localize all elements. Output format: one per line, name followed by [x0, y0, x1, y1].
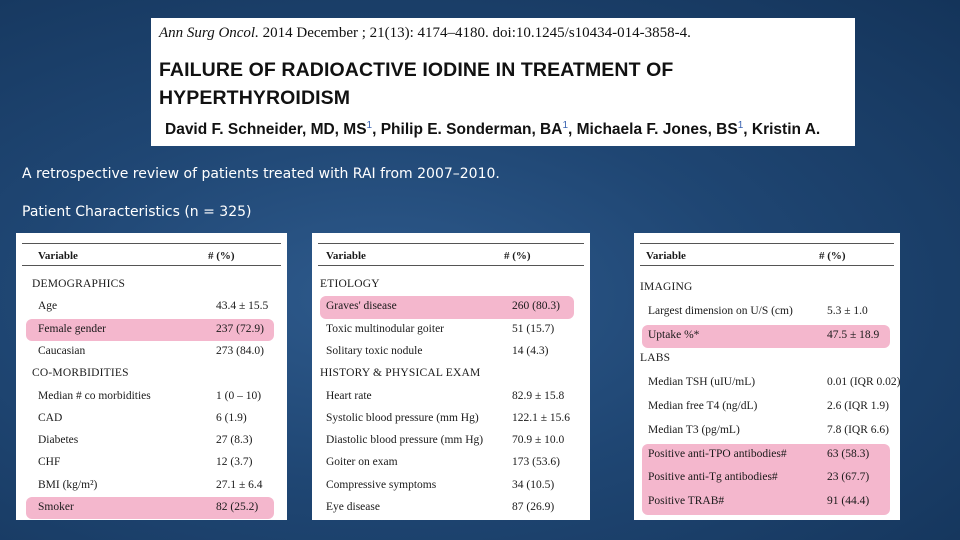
paper-header-image [151, 18, 855, 146]
column-header-variable: Variable [646, 250, 686, 262]
section-heading-row [634, 348, 900, 370]
variable-label: Goiter on exam [326, 456, 398, 469]
section-label: LABS [640, 352, 671, 365]
variable-value: 23 (67.7) [827, 471, 870, 484]
table-row [312, 296, 590, 318]
variable-label: Eye disease [326, 501, 380, 513]
variable-value: 70.9 ± 10.0 [512, 434, 565, 447]
table-caption: Patient Characteristics (n = 325) [22, 204, 252, 220]
variable-label: Positive anti-TPO antibodies# [648, 447, 787, 460]
section-heading-row [312, 274, 590, 296]
column-header-value: # (%) [819, 250, 846, 262]
characteristics-table-2 [312, 233, 590, 520]
author-name: , Michaela F. Jones, BS [568, 121, 738, 139]
author-affiliation: 1 [562, 120, 569, 131]
section-label: HISTORY & PHYSICAL EXAM [320, 367, 481, 380]
column-header-value: # (%) [504, 250, 531, 262]
table-row [312, 452, 590, 474]
variable-value: 27 (8.3) [216, 434, 253, 447]
section-heading-row [16, 363, 287, 385]
variable-label: Median T3 (pg/mL) [648, 423, 740, 436]
variable-label: Positive TRAB# [648, 495, 725, 508]
header-rule [318, 243, 584, 244]
table-row [634, 420, 900, 442]
variable-label: Median TSH (uIU/mL) [648, 376, 756, 389]
table-row [312, 475, 590, 497]
variable-value: 122.1 ± 15.6 [512, 411, 571, 424]
table-row [634, 467, 900, 489]
table-row [16, 430, 287, 452]
variable-value: 14 (4.3) [512, 344, 549, 357]
characteristics-table-3 [634, 233, 900, 520]
variable-label: Graves' disease [326, 300, 397, 313]
table-row [634, 396, 900, 418]
variable-label: Median free T4 (ng/dL) [648, 400, 758, 412]
column-header-variable: Variable [326, 250, 366, 262]
author-list [165, 120, 847, 139]
variable-value: 12 (3.7) [216, 456, 253, 469]
header-rule [22, 243, 281, 244]
variable-value: 43.4 ± 15.5 [216, 300, 269, 313]
variable-label: Caucasian [38, 344, 86, 357]
variable-label: Systolic blood pressure (mm Hg) [326, 411, 479, 424]
table-row [16, 452, 287, 474]
table-row [634, 372, 900, 394]
section-label: ETIOLOGY [320, 278, 380, 290]
section-label: CO-MORBIDITIES [32, 367, 129, 380]
variable-label: Diabetes [38, 434, 79, 447]
table-row [312, 386, 590, 408]
table-header [312, 233, 590, 269]
section-label: IMAGING [640, 281, 693, 293]
column-header-variable: Variable [38, 250, 78, 262]
table-row [16, 296, 287, 318]
header-rule [640, 243, 894, 244]
variable-label: Age [38, 300, 58, 313]
author-name: David F. Schneider, MD, MS [165, 121, 367, 139]
variable-value: 87 (26.9) [512, 501, 555, 513]
variable-value: 237 (72.9) [216, 322, 264, 335]
variable-value: 47.5 ± 18.9 [827, 328, 880, 341]
header-rule [318, 265, 584, 266]
table-row [634, 491, 900, 513]
table-row [634, 301, 900, 323]
table-row [16, 341, 287, 363]
variable-value: 5.3 ± 1.0 [827, 304, 868, 317]
author-name: , Kristin A. [743, 121, 821, 139]
variable-label: Largest dimension on U/S (cm) [648, 304, 793, 317]
variable-value: 34 (10.5) [512, 478, 555, 491]
header-rule [640, 265, 894, 266]
variable-value: 7.8 (IQR 6.6) [827, 423, 889, 436]
variable-label: Heart rate [326, 389, 372, 402]
table-row [312, 319, 590, 341]
table-header [634, 233, 900, 269]
header-rule [22, 265, 281, 266]
variable-value: 91 (44.4) [827, 495, 870, 508]
table-row [312, 497, 590, 519]
table-row [312, 408, 590, 430]
variable-value: 63 (58.3) [827, 447, 870, 460]
author-affiliation: 1 [737, 120, 744, 131]
table-row [16, 408, 287, 430]
journal-name: Ann Surg Oncol. [159, 25, 259, 41]
variable-value: 27.1 ± 6.4 [216, 478, 263, 491]
section-heading-row [16, 274, 287, 296]
table-row [16, 386, 287, 408]
variable-value: 51 (15.7) [512, 322, 555, 335]
variable-label: Toxic multinodular goiter [326, 322, 445, 335]
variable-value: 273 (84.0) [216, 344, 264, 357]
section-heading-row [312, 363, 590, 385]
variable-label: CHF [38, 456, 61, 469]
variable-value: 0.01 (IQR 0.02) [827, 376, 900, 389]
variable-value: 82.9 ± 15.8 [512, 389, 565, 402]
column-header-value: # (%) [208, 250, 235, 262]
table-row [16, 497, 287, 519]
variable-label: CAD [38, 411, 63, 424]
author-affiliation: 1 [366, 120, 373, 131]
study-description: A retrospective review of patients treated with RAI from 2007–2010. [22, 166, 500, 182]
paper-title [159, 56, 847, 112]
paper-title-line-2: HYPERTHYROIDISM [159, 87, 351, 109]
characteristics-table-1 [16, 233, 287, 520]
variable-label: Female gender [38, 322, 107, 335]
table-row [634, 325, 900, 347]
table-row [16, 319, 287, 341]
table-header [16, 233, 287, 269]
variable-label: Positive anti-Tg antibodies# [648, 471, 778, 484]
variable-value: 260 (80.3) [512, 300, 560, 313]
variable-value: 2.6 (IQR 1.9) [827, 400, 889, 412]
variable-label: Solitary toxic nodule [326, 344, 423, 357]
variable-label: Compressive symptoms [326, 478, 437, 491]
table-row [16, 475, 287, 497]
variable-value: 1 (0 – 10) [216, 389, 262, 402]
table-row [312, 341, 590, 363]
section-heading-row [634, 277, 900, 299]
variable-value: 173 (53.6) [512, 456, 560, 469]
section-label: DEMOGRAPHICS [32, 278, 126, 290]
citation-line [159, 24, 847, 42]
author-name: , Philip E. Sonderman, BA [372, 121, 563, 139]
variable-value: 6 (1.9) [216, 411, 247, 424]
paper-title-line-1: FAILURE OF RADIOACTIVE IODINE IN TREATMENT OF [159, 59, 674, 81]
variable-label: Diastolic blood pressure (mm Hg) [326, 434, 484, 447]
variable-label: Smoker [38, 501, 74, 513]
variable-label: Median # co morbidities [38, 389, 151, 402]
table-row [634, 444, 900, 466]
table-row [312, 430, 590, 452]
variable-label: BMI (kg/m²) [38, 478, 98, 491]
citation-details: 2014 December ; 21(13): 4174–4180. doi:10.1245/s10434-014-3858-4. [258, 25, 691, 41]
variable-label: Uptake %* [648, 328, 700, 341]
variable-value: 82 (25.2) [216, 501, 259, 513]
